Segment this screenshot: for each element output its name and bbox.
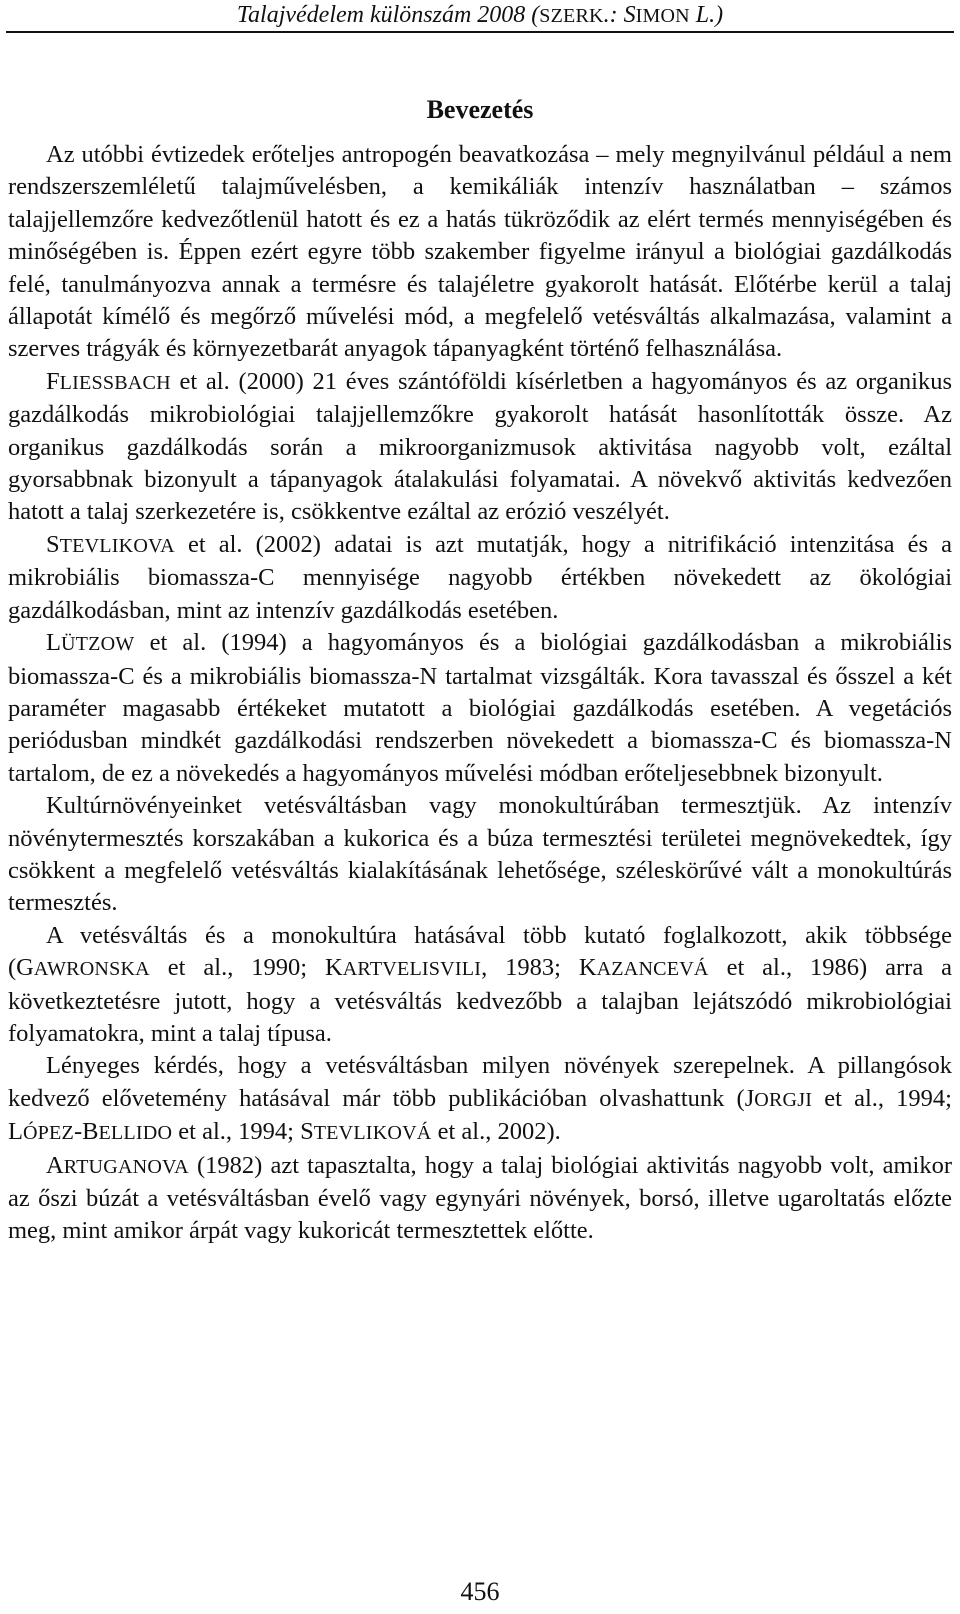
citation-author: ORGJI (754, 1088, 813, 1111)
paragraph-1-text: Az utóbbi évtizedek erőteljes antropogén beavatkozása – mely megnyilvánul például a nem rendszerszemléletű talajművelésben, a kemikáliák intenzív használatban – számos talajjellemzőre kedvezőtlenül hatott és ez a hatás tükröződik az elért termés mennyiségében és minőségében is. Éppen ezért egyre több szakember figyelme irányul a biológiai gazdálkodás felé, tanulmányozva annak a termésre és talajéletre gyakorolt hatását. (8, 141, 952, 298)
citation-author-dash: -B (73, 1118, 99, 1146)
paragraph-2 (8, 366, 952, 529)
page-number: 456 (460, 1577, 500, 1606)
citation-author: AWRONSKA (33, 958, 150, 981)
paragraph-7-text-b: et al., 1994; (812, 1084, 952, 1112)
paragraph-1 (8, 139, 952, 366)
paragraph-7-text-d: et al., 2002). (431, 1118, 561, 1146)
citation-first-letter: S (300, 1118, 314, 1146)
editor-initial-letter: S (623, 2, 636, 28)
author-name: LIESSBACH (59, 371, 171, 394)
editor-sep: .: (603, 2, 624, 28)
paragraph-7 (8, 1050, 952, 1149)
paragraph-5: Kultúrnövényeinket vetésváltásban vagy monokultúrában termesztjük. Az intenzív növénytermesztés korszakában a kukorica és a búza termesztési területei megnövekedtek, így csökkent a megfelelő vetésváltás kialakításának lehetősége, széleskörűvé vált a monokultúrás termesztés. (8, 792, 952, 917)
citation-first-letter: L (8, 1118, 23, 1146)
author-first-letter: F (46, 367, 60, 395)
citation-first-letter: G (16, 954, 34, 982)
editor-label: SZERK (539, 5, 604, 27)
paragraph-3-text: et al. (2002) adatai is azt mutatják, hogy a nitrifikáció intenzitása és a mikrobiális biomassza-C mennyisége nagyobb értékben növekedett az ökológiai gazdálkodásban, mint az intenzív gazdálkodás esetében. (8, 530, 952, 624)
author-first-letter: S (46, 530, 60, 558)
paragraph-6-text-b: et al., 1990; (149, 954, 326, 982)
paragraph-4-text: et al. (1994) a hagyományos és a biológiai gazdálkodásban a mikrobiális biomassza-C és a mikrobiális biomassza-N tartalmat vizsgálták. Kora tavasszal és ősszel a két paraméter magasabb értékeket mutatott a biológiai gazdálkodás esetében. A vegetációs periódusban mindkét gazdálkodási rendszerben növekedett a biomassza-C és biomassza-N tartalom, de ez a növekedés a hagyományos művelési módban erőteljesebbnek bizonyult. (8, 629, 952, 787)
editor-given-initial: L.) (689, 2, 724, 28)
header-rule (6, 31, 954, 33)
body-text (8, 139, 952, 1248)
paragraph-6-text-d: et al., 1986) arra a következtetésre jutott, hogy a vetésváltás kedvezőbb a talajban lejátszódó mikrobiológiai folyamatokra, mint a talaj típusa. (8, 954, 953, 1047)
citation-first-letter: J (744, 1084, 755, 1112)
citation-author: TEVLIKOVÁ (313, 1122, 432, 1145)
paragraph-7-text-a: Lényeges kérdés, hogy a vetésváltásban milyen növények szerepelnek. A pillangósok kedvező elővetemény hatásával már több publikációban olvashattunk ( (8, 1052, 952, 1112)
paragraph-2-text: et al. (2000) 21 éves szántóföldi kísérletben a hagyományos és az organikus gazdálkodás mikrobiológiai talajjellemzőkre gyakorolt hatását hasonlították össze. Az organikus gazdálkodás során a mikroorganizmusok aktivitása nagyobb volt, ezáltal gyorsabbnak bizonyult a tápanyagok átalakulási folyamatai. A növekvő aktivitás kedvezően hatott a talaj szerkezetére is, csökkentve ezáltal az erózió veszélyét. (8, 367, 952, 526)
paragraph-6 (8, 920, 952, 1051)
paragraph-8 (8, 1150, 952, 1248)
author-name: RTUGANOVA (63, 1155, 189, 1178)
paragraph-1-continuation: Előtérbe kerül a talaj állapotát kímélő és megőrző művelési mód, a megfelelő vetésváltás alkalmazása, valamint a szerves trágyák és környezetbarát anyagok tápanyagként történő felhasználása. (8, 270, 953, 363)
author-first-letter: A (46, 1151, 64, 1179)
paragraph-8-text: (1982) azt tapasztalta, hogy a talaj biológiai aktivitás nagyobb volt, amikor az őszi búzát a vetésváltásban évelő vagy egynyári növények, borsó, illetve ugaroltatás előzte meg, mint amikor árpát vagy kukoricát termesztettek előtte. (8, 1151, 952, 1245)
paragraph-4 (8, 627, 952, 790)
paragraph-3 (8, 529, 952, 627)
author-name: TEVLIKOVA (59, 534, 175, 557)
author-first-letter: L (46, 629, 61, 657)
running-head (0, 0, 960, 40)
paragraph-7-text-c: et al., 1994; (172, 1118, 301, 1146)
citation-author: AZANCEVÁ (596, 958, 709, 981)
paragraph-6-text-c: , 1983; (481, 954, 579, 982)
paragraph-6-text-a: A vetésváltás és a monokultúra hatásával több kutató foglalkozott, akik többsége ( (8, 921, 952, 982)
citation-author: ARTVELISVILI (342, 958, 482, 981)
editor-surname-rest: IMON (635, 5, 690, 27)
section-heading: Bevezetés (426, 95, 534, 124)
citation-author: ELLIDO (98, 1122, 173, 1145)
author-name: ÜTZOW (60, 633, 135, 656)
citation-first-letter: K (325, 954, 343, 982)
citation-author: ÓPEZ (22, 1122, 74, 1145)
citation-first-letter: K (578, 954, 597, 982)
journal-title: Talajvédelem különszám 2008 ( (236, 2, 540, 28)
